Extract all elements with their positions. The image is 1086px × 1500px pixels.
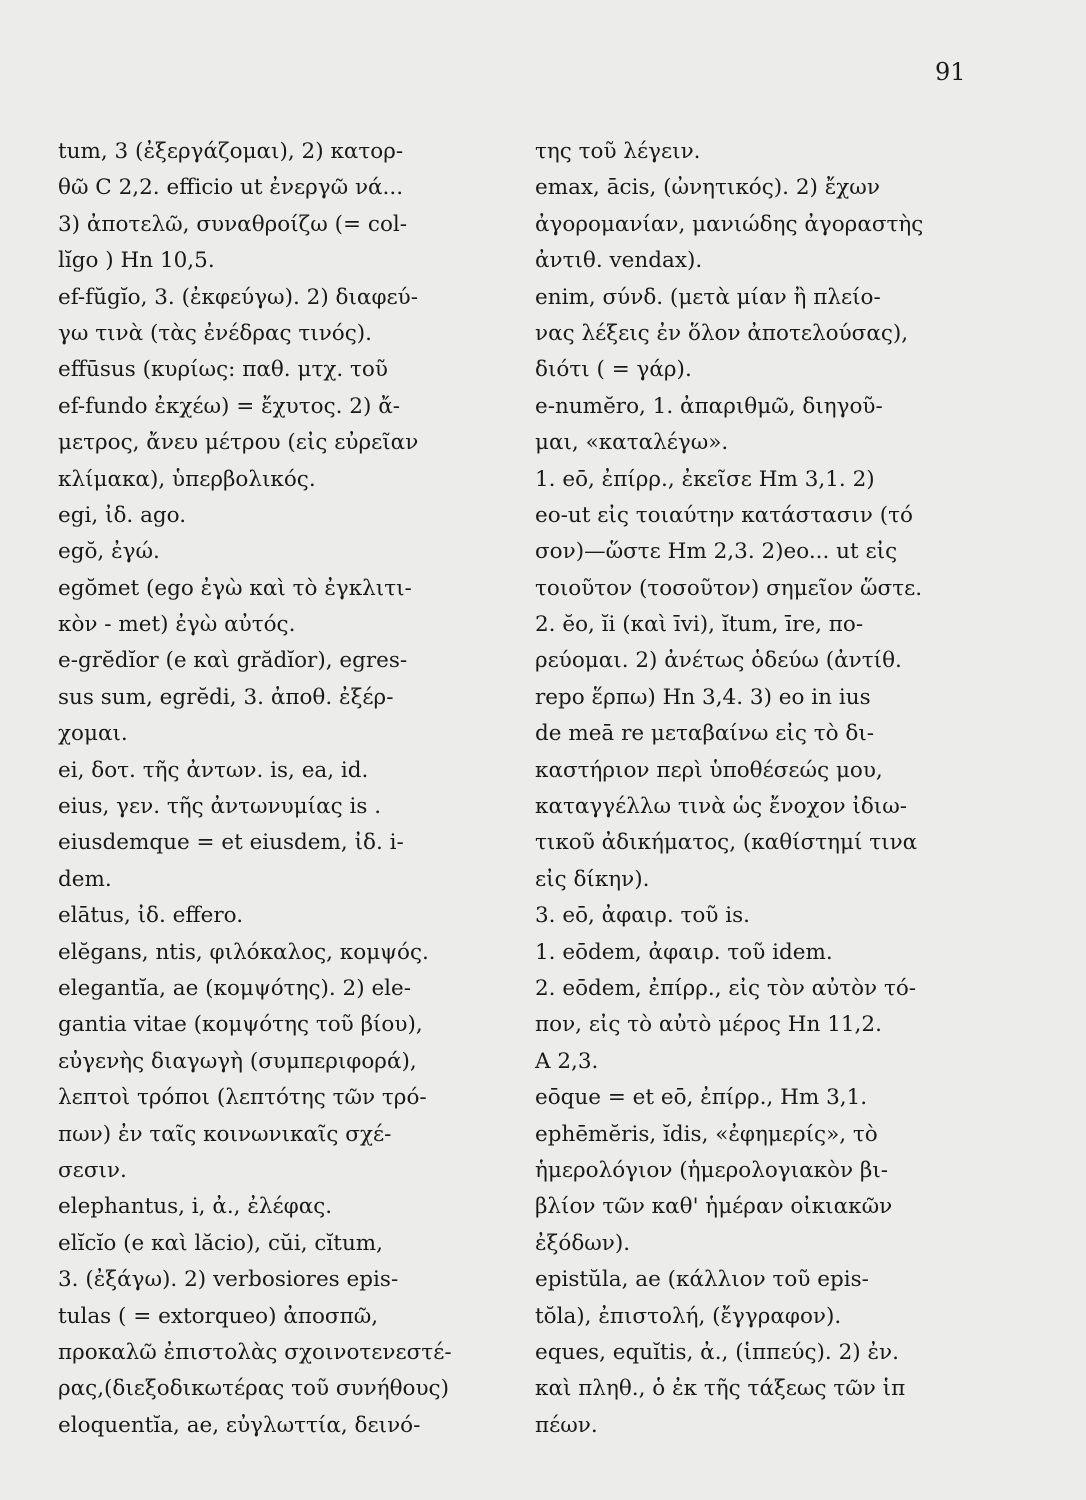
text-line: eo-ut εἰς τοιαύτην κατάστασιν (τό: [535, 502, 913, 528]
text-line: μετρος, ἄνευ μέτρου (εἰς εὐρεῖαν: [58, 430, 419, 456]
text-line: τοιοῦτον (τοσοῦτον) σημεῖον ὥστε.: [535, 575, 923, 601]
text-line: ἡμερολόγιον (ἡμερολογιακὸν βι-: [535, 1157, 889, 1183]
text-line: σεσιν.: [58, 1157, 127, 1183]
text-line: της τοῦ λέγειν.: [535, 139, 701, 164]
text-line: μαι, «καταλέγω».: [535, 430, 729, 456]
text-line: e-grĕdĭor (e καὶ grădĭor), egres-: [58, 648, 408, 674]
left-column: [58, 134, 528, 1444]
text-line: ἀγορομανίαν, μανιώδης ἀγοραστὴς: [535, 211, 924, 237]
text-line: tum, 3 (ἐξεργάζομαι), 2) κατορ-: [58, 139, 404, 164]
text-line: 3. (ἐξάγω). 2) verbosiores epis-: [58, 1267, 399, 1293]
text-line: ρας,(διεξοδικωτέρας τοῦ συνήθους): [58, 1376, 449, 1402]
text-line: πέων.: [535, 1412, 598, 1438]
text-line: πον, εἰς τὸ αὐτὸ μέρος Hn 11,2.: [535, 1012, 882, 1038]
text-line: epistŭla, ae (κάλλιον τοῦ epis-: [535, 1267, 869, 1293]
text-line: λεπτοὶ τρόποι (λεπτότης τῶν τρό-: [58, 1085, 427, 1111]
text-line: elĭcĭo (e καὶ lăcio), cŭi, cĭtum,: [58, 1230, 384, 1256]
text-line: tŏla), ἐπιστολή, (ἔγγραφον).: [535, 1303, 842, 1329]
text-line: βλίον τῶν καθ' ἡμέραν οἰκιακῶν: [535, 1194, 893, 1220]
text-line: sus sum, egrĕdi, 3. ἀποθ. ἐξέρ-: [58, 684, 394, 710]
text-line: καὶ πληθ., ὁ ἐκ τῆς τάξεως τῶν ἱπ: [535, 1376, 906, 1402]
text-line: eōque = et eō, ἐπίρρ., Hm 3,1.: [535, 1085, 868, 1111]
text-line: 3) ἀποτελῶ, συναθροίζω (= col-: [58, 211, 408, 237]
text-line: ἐξόδων).: [535, 1230, 631, 1256]
text-line: dem.: [58, 866, 112, 892]
text-line: κὸν - met) ἐγὼ αὐτός.: [58, 612, 296, 638]
text-line: σον)—ὥστε Hm 2,3. 2)eo... ut εἰς: [535, 539, 898, 565]
text-line: effūsus (κυρίως: παθ. μτχ. τοῦ: [58, 357, 388, 383]
text-line: elephantus, i, ἀ., ἐλέφας.: [58, 1194, 333, 1220]
text-line: eiusdemque = et eiusdem, ἰδ. i-: [58, 830, 404, 856]
text-line: de meā re μεταβαίνω εἰς τὸ δι-: [535, 721, 875, 747]
text-line: 1. eōdem, ἀφαιρ. τοῦ idem.: [535, 939, 833, 965]
text-line: lĭgo ) Hn 10,5.: [58, 248, 215, 274]
text-line: θῶ C 2,2. efficio ut ἐνεργῶ νά...: [58, 175, 404, 201]
text-line: 2. ĕo, ĭi (καὶ īvi), ĭtum, īre, πο-: [535, 612, 864, 638]
text-line: πων) ἐν ταῖς κοινωνικαῖς σχέ-: [58, 1121, 392, 1147]
text-line: elātus, ἰδ. effero.: [58, 903, 244, 929]
text-line: ephēmĕris, ĭdis, «ἐφημερίς», τὸ: [535, 1121, 878, 1147]
text-line: eloquentĭa, ae, εὐγλωττία, δεινό-: [58, 1412, 421, 1438]
text-line: καστήριον περὶ ὑποθέσεώς μου,: [535, 757, 883, 783]
text-line: A 2,3.: [535, 1048, 599, 1074]
text-line: 1. eō, ἐπίρρ., ἐκεῖσε Hm 3,1. 2): [535, 466, 875, 492]
text-line: ρεύομαι. 2) ἀνέτως ὁδεύω (ἀντίθ.: [535, 648, 902, 674]
text-line: egŏ, ἐγώ.: [58, 539, 160, 565]
text-line: e-numĕro, 1. ἀπαριθμῶ, διηγοῦ-: [535, 393, 883, 419]
text-line: ei, δοτ. τῆς ἀντων. is, ea, id.: [58, 757, 369, 783]
text-line: eius, γεν. τῆς ἀντωνυμίας is .: [58, 794, 382, 820]
text-line: elĕgans, ntis, φιλόκαλος, κομψός.: [58, 939, 429, 965]
text-line: κλίμακα), ὑπερβολικός.: [58, 466, 316, 492]
text-line: egŏmet (ego ἐγὼ καὶ τὸ ἐγκλιτι-: [58, 575, 412, 601]
text-line: 2. eōdem, ἐπίρρ., εἰς τὸν αὐτὸν τό-: [535, 975, 917, 1001]
text-line: εὐγενὴς διαγωγὴ (συμπεριφορά),: [58, 1048, 417, 1074]
page-number: 91: [935, 58, 966, 86]
text-line: νας λέξεις ἐν ὅλον ἀποτελούσας),: [535, 320, 909, 346]
text-line: ἀντιθ. vendax).: [535, 248, 703, 274]
text-line: repo ἕρπω) Hn 3,4. 3) eo in ius: [535, 684, 871, 710]
text-line: διότι ( = γάρ).: [535, 357, 692, 383]
text-line: emax, ācis, (ὠνητικός). 2) ἔχων: [535, 175, 880, 201]
text-line: προκαλῶ ἐπιστολὰς σχοινοτενεστέ-: [58, 1339, 452, 1365]
text-line: egi, ἰδ. ago.: [58, 502, 187, 528]
text-line: tulas ( = extorqueo) ἀποσπῶ,: [58, 1303, 379, 1329]
text-line: 3. eō, ἀφαιρ. τοῦ is.: [535, 903, 750, 929]
text-line: εἰς δίκην).: [535, 866, 650, 892]
text-line: καταγγέλλω τινὰ ὡς ἔνοχον ἰδιω-: [535, 794, 908, 820]
right-column: [535, 134, 995, 1444]
text-line: enim, σύνδ. (μετὰ μίαν ἢ πλείο-: [535, 284, 881, 310]
text-line: τικοῦ ἀδικήματος, (καθίστημί τινα: [535, 830, 918, 856]
text-line: γω τινὰ (τὰς ἐνέδρας τινός).: [58, 320, 372, 346]
text-line: ef-fundo ἐκχέω) = ἔχυτος. 2) ἄ-: [58, 393, 400, 419]
text-line: gantia vitae (κομψότης τοῦ βίου),: [58, 1012, 423, 1038]
text-line: χομαι.: [58, 721, 128, 747]
text-line: elegantĭa, ae (κομψότης). 2) ele-: [58, 975, 412, 1001]
text-line: ef-fŭgĭo, 3. (ἐκφεύγω). 2) διαφεύ-: [58, 284, 418, 310]
text-line: eques, equĭtis, ἀ., (ἱππεύς). 2) ἐν.: [535, 1339, 899, 1365]
